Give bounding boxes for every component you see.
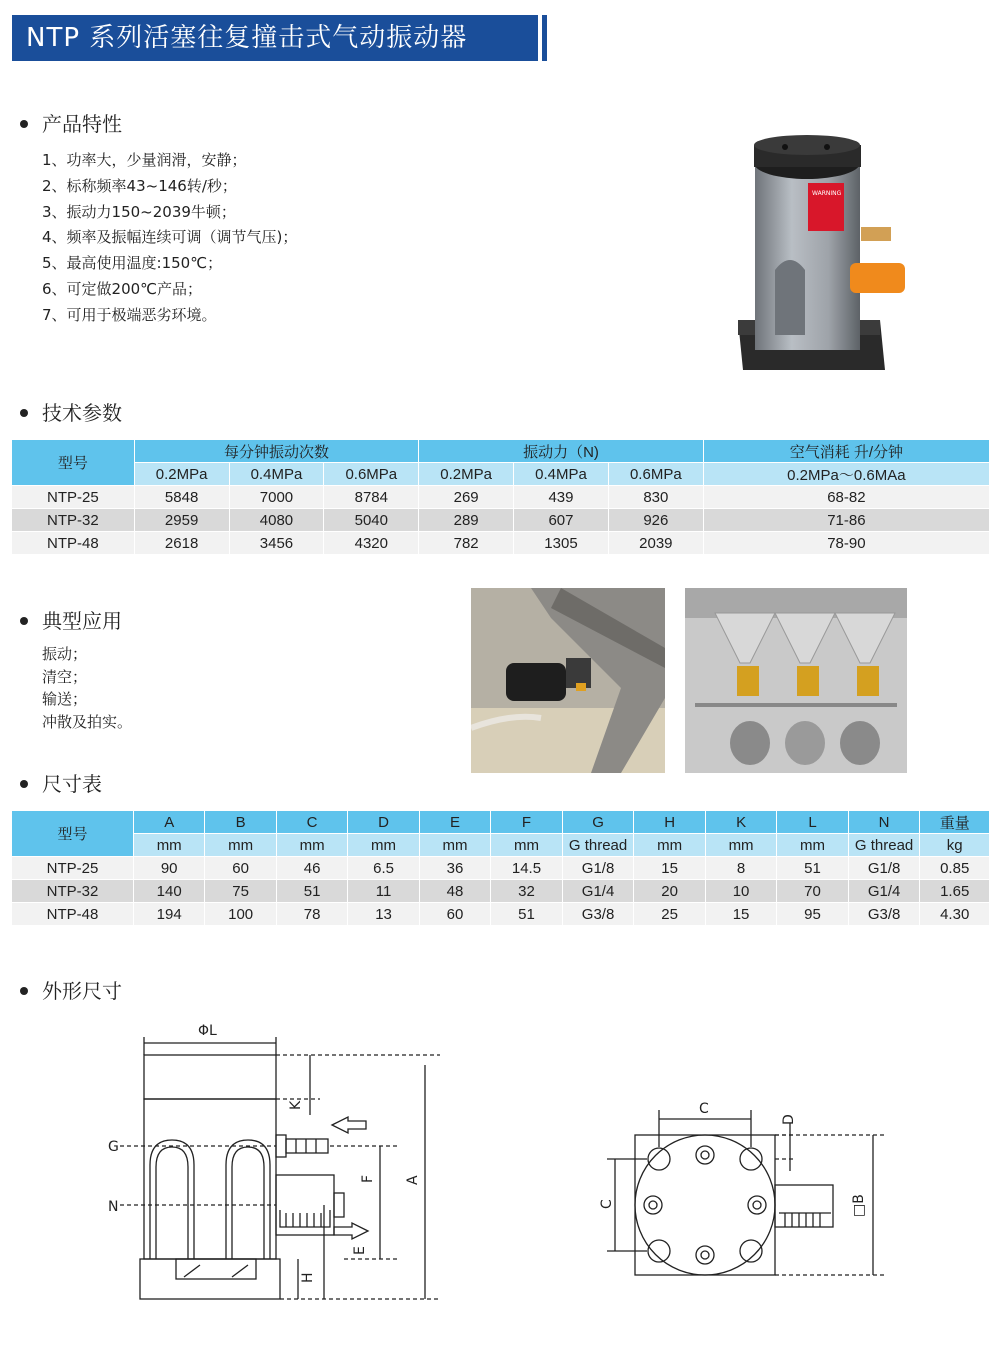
table-cell: G1/4 [867, 882, 901, 900]
dim-label-H: H [300, 1272, 316, 1283]
section-features [20, 108, 122, 137]
table-cell: 32 [518, 882, 535, 900]
spec-pressure-header: 0.2MPa [135, 463, 229, 485]
table-cell: 75 [232, 882, 249, 900]
table-cell: 10 [732, 882, 750, 900]
spec-group-header: 空气消耗 升/分钟 [704, 440, 989, 462]
table-cell: 7000 [259, 488, 294, 506]
bullet-icon [20, 409, 28, 417]
table-cell: 60 [446, 905, 464, 923]
table-cell: 78 [303, 905, 321, 923]
section-dimensions-label: 尺寸表 [42, 772, 102, 796]
table-cell: 25 [661, 905, 678, 923]
applications-list [42, 643, 132, 733]
dim-unit-header: mm [491, 834, 562, 856]
table-cell: 8784 [354, 488, 388, 506]
table-cell: 15 [661, 859, 678, 877]
section-features-label: 产品特性 [42, 112, 122, 136]
spec-pressure-header: 0.4MPa [230, 463, 324, 485]
table-cell: 8 [736, 859, 746, 877]
feature-item: 4、频率及振幅连续可调（调节气压)； [42, 228, 298, 247]
table-cell: 20 [661, 882, 678, 900]
section-specs-label: 技术参数 [42, 401, 122, 425]
table-cell: 1305 [544, 534, 578, 552]
dim-col-header: L [777, 811, 847, 833]
dim-model-header: 型号 [12, 811, 133, 856]
table-cell: NTP-32 [47, 511, 99, 529]
bullet-icon [20, 120, 28, 128]
spec-pressure-header: 0.2MPa [419, 463, 513, 485]
feature-item: 3、振动力150~2039牛顿； [42, 202, 236, 221]
table-cell: 70 [804, 882, 821, 900]
features-list [42, 148, 297, 329]
bullet-icon [20, 617, 28, 625]
table-cell: 95 [804, 905, 821, 923]
table-row [12, 857, 989, 879]
spec-pressure-header: 0.4MPa [514, 463, 608, 485]
table-cell: 46 [303, 859, 321, 877]
application-photo-2 [685, 588, 907, 773]
dim-col-header: N [849, 811, 920, 833]
dim-label-E: E [352, 1246, 368, 1255]
application-item: 清空； [42, 667, 88, 686]
application-item: 输送； [42, 690, 88, 708]
dim-label-C-side: C [599, 1199, 615, 1209]
dim-col-header: D [348, 811, 418, 833]
table-cell: 60 [232, 859, 249, 877]
dim-label-C-top: C [699, 1101, 709, 1117]
dim-label-G: G [108, 1139, 119, 1155]
dim-unit-header: G thread [849, 834, 920, 856]
dim-col-header: A [134, 811, 204, 833]
dim-col-header: C [277, 811, 347, 833]
table-cell: G1/4 [581, 882, 615, 900]
dimension-table [11, 810, 990, 926]
spec-pressure-header: 0.6MPa [324, 463, 418, 485]
table-row [12, 880, 989, 902]
table-cell: 15 [732, 905, 750, 923]
table-row [12, 532, 989, 554]
table-cell: 194 [156, 905, 182, 923]
table-cell: G1/8 [867, 859, 901, 877]
dim-unit-header: mm [134, 834, 204, 856]
bullet-icon [20, 987, 28, 995]
table-row [12, 486, 989, 508]
dim-unit-header: mm [205, 834, 275, 856]
table-cell: 2618 [164, 534, 199, 552]
dim-unit-header: kg [920, 834, 989, 856]
table-cell: 439 [548, 488, 574, 506]
table-cell: 4320 [354, 534, 388, 552]
table-row [12, 509, 989, 531]
table-cell: 6.5 [373, 859, 394, 877]
table-cell: NTP-25 [46, 859, 99, 877]
table-cell: 3456 [259, 534, 294, 552]
feature-item: 6、可定做200℃产品； [42, 279, 203, 298]
table-cell: G3/8 [867, 905, 901, 923]
application-item: 冲散及拍实。 [42, 712, 133, 731]
dim-col-header: F [491, 811, 562, 833]
section-dimensions [20, 768, 102, 797]
table-cell: 607 [548, 511, 574, 529]
table-cell: 71-86 [827, 511, 866, 529]
table-cell: 36 [446, 859, 464, 877]
table-cell: 4080 [259, 511, 294, 529]
table-cell: 269 [453, 488, 479, 506]
dim-col-header: E [420, 811, 490, 833]
table-cell: 5040 [354, 511, 388, 529]
dim-label-F: F [360, 1174, 376, 1183]
section-specs [20, 397, 122, 426]
table-cell: 2959 [164, 511, 199, 529]
dim-unit-header: mm [420, 834, 490, 856]
dim-col-header: 重量 [920, 811, 989, 833]
spec-table [11, 439, 990, 555]
feature-item: 7、可用于极端恶劣环境。 [42, 305, 217, 324]
table-cell: 51 [804, 859, 821, 877]
table-cell: 830 [643, 488, 669, 506]
table-cell: NTP-48 [46, 905, 99, 923]
spec-group-header: 振动力（N) [419, 440, 703, 462]
table-cell: 140 [156, 882, 182, 900]
dim-col-header: K [706, 811, 776, 833]
table-cell: NTP-32 [46, 882, 99, 900]
table-cell: 78-90 [827, 534, 866, 552]
table-cell: NTP-25 [47, 488, 99, 506]
table-cell: 14.5 [511, 859, 542, 877]
table-cell: 1.65 [940, 882, 970, 900]
table-cell: 100 [228, 905, 254, 923]
title-accent-bar [542, 15, 547, 61]
dim-label-B: □B [851, 1194, 867, 1217]
table-row [12, 903, 989, 925]
dim-col-header: H [634, 811, 704, 833]
dim-col-header: B [205, 811, 275, 833]
dim-label-N: N [108, 1199, 119, 1215]
table-cell: 289 [453, 511, 479, 529]
table-cell: G1/8 [581, 859, 615, 877]
dim-label-A: A [405, 1175, 421, 1185]
table-cell: 48 [446, 882, 464, 900]
dim-label-K: K [288, 1100, 304, 1110]
table-cell: 2039 [639, 534, 673, 552]
table-cell: 926 [643, 511, 669, 529]
dim-unit-header: G thread [563, 834, 634, 856]
page-title: NTP 系列活塞往复撞击式气动振动器 [12, 15, 538, 61]
table-cell: 782 [453, 534, 479, 552]
feature-item: 1、功率大，少量润滑，安静； [42, 151, 247, 169]
dim-unit-header: mm [634, 834, 704, 856]
section-outline-label: 外形尺寸 [42, 979, 122, 1003]
dim-label-D: D [781, 1114, 797, 1125]
table-cell: 0.85 [940, 859, 970, 877]
dim-unit-header: mm [277, 834, 347, 856]
top-view-drawing [595, 1095, 885, 1290]
section-applications-label: 典型应用 [42, 609, 122, 633]
spec-pressure-header: 0.2MPa～0.6MAa [704, 463, 989, 485]
spec-group-header: 每分钟振动次数 [135, 440, 419, 462]
dim-unit-header: mm [348, 834, 418, 856]
table-cell: 51 [518, 905, 535, 923]
warning-label: WARNING [812, 190, 842, 197]
table-cell: G3/8 [581, 905, 615, 923]
section-outline [20, 975, 122, 1004]
table-cell: 51 [303, 882, 321, 900]
dim-unit-header: mm [706, 834, 776, 856]
section-applications [20, 605, 122, 634]
side-view-drawing [100, 1015, 450, 1300]
table-cell: 90 [160, 859, 178, 877]
application-photo-1 [471, 588, 665, 773]
spec-pressure-header: 0.6MPa [609, 463, 703, 485]
dim-unit-header: mm [777, 834, 847, 856]
bullet-icon [20, 780, 28, 788]
feature-item: 2、标称频率43~146转/秒； [42, 176, 237, 195]
dim-col-header: G [563, 811, 634, 833]
feature-item: 5、最高使用温度:150℃； [42, 254, 223, 273]
table-cell: 5848 [164, 488, 199, 506]
spec-model-header: 型号 [12, 440, 134, 485]
table-cell: NTP-48 [47, 534, 99, 552]
table-cell: 68-82 [827, 488, 866, 506]
dim-label-phiL: ΦL [198, 1023, 217, 1039]
table-cell: 4.30 [940, 905, 970, 923]
application-item: 振动； [42, 645, 88, 663]
product-photo [735, 135, 915, 390]
table-cell: 13 [375, 905, 392, 923]
table-cell: 11 [375, 882, 392, 900]
